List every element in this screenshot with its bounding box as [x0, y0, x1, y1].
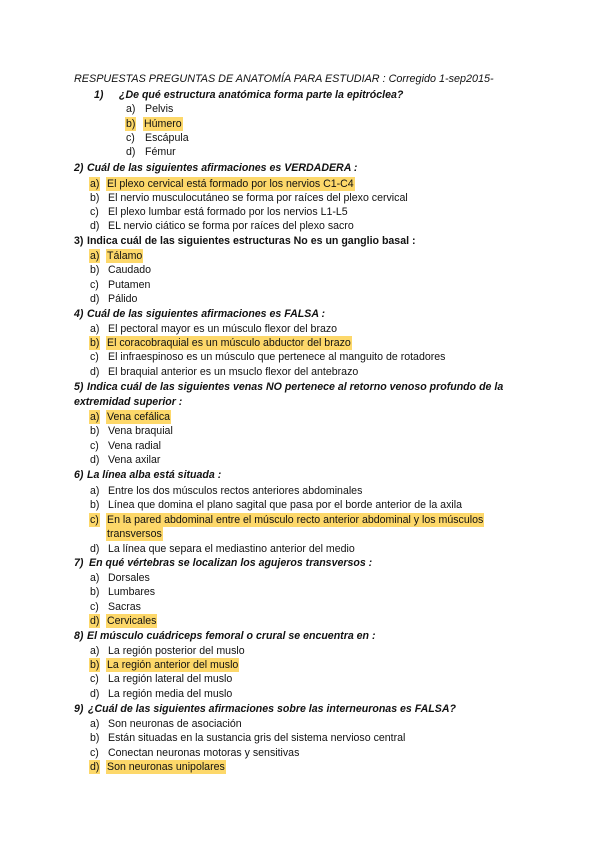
- document-page: RESPUESTAS PREGUNTAS DE ANATOMÍA PARA ESTUDIAR : Corregido 1-sep2015- 1) ¿De qué estructura anatómica forma parte la epitróclea? a) Pelvis b) Húmero c) Escápula d) Fémur 2) Cuál de las siguientes afirmaciones es VERDADERA : a) El plexo cervical está formado por los nervios C1-C4 b) El nervio musculocutáneo se forma por raíces del plexo cervical c) El plexo lumbar está formado por los nervios L1-L5 d) EL nervio ciático se forma por raíces del plexo sacro 3) Indica cuál de las siguientes estructuras No es un ganglio basal : a) Tálamo b) Caudado c) Putamen d) Pálido 4) Cuál de las siguientes afirmaciones es FALSA : a) El pectoral mayor es un músculo flexor del brazo b) El coracobraquial es un músculo abductor del brazo c) El infraespinoso es un músculo que pertenece al manguito de rotadores d) El braquial anterior es un msuclo flexor del antebrazo 5) Indica cuál de las siguientes venas NO pertenece al retorno venoso profundo de la extremidad superior : a) Vena cefálica b) Vena braquial c) Vena radial d) Vena axilar 6) La línea alba está situada : a) Entre los dos músculos rectos anteriores abdominales b) Línea que domina el plano sagital que pasa por el borde anterior de la axila c) En la pared abdominal entre el músculo recto anterior abdominal y los músculos transversos d) La línea que separa el mediastino anterior del medio 7) En qué vértebras se localizan los agujeros transversos : a) Dorsales b) Lumbares c) Sacras d) Cervicales 8) El músculo cuádriceps femoral o crural se encuentra en : a) La región posterior del muslo b) La región anterior del muslo c) La región lateral del muslo d) La región media del muslo 9) ¿Cuál de las siguientes afirmaciones sobre las interneuronas es FALSA? a) Son neuronas de asociación b) Están situadas en la sustancia gris del sistema nervioso central c) Conectan neuronas motoras y sensitivas d) Son neuronas unipolares: [74, 73, 504, 773]
